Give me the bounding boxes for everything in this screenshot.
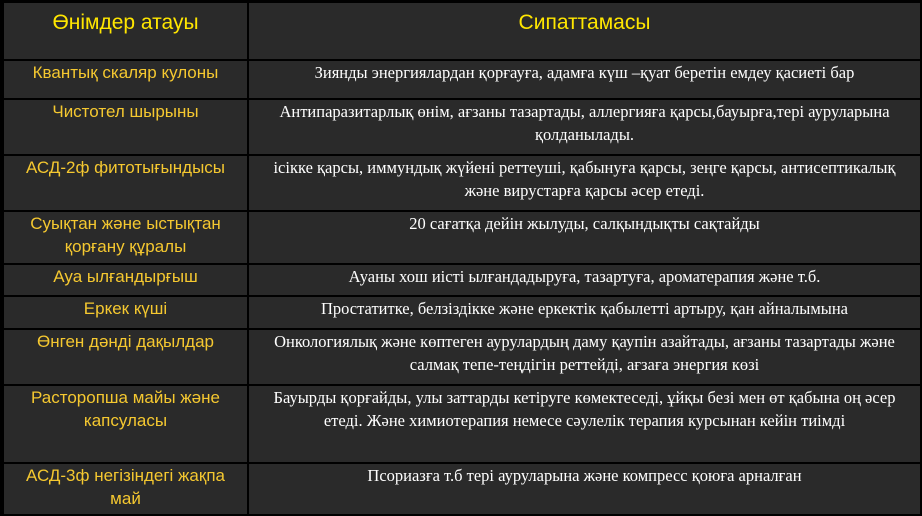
product-name-cell: Суықтан және ыстықтан қорғану құралы bbox=[3, 211, 248, 264]
product-name-cell: Квантық скаляр кулоны bbox=[3, 60, 248, 99]
product-description-cell: 20 сағатқа дейін жылуды, салқындықты сақтайды bbox=[248, 211, 921, 264]
product-name-cell: АСД-2ф фитотығындысы bbox=[3, 155, 248, 211]
header-description: Сипаттамасы bbox=[248, 2, 921, 60]
product-description-cell: Бауырды қорғайды, улы заттарды кетіруге көмектеседі, ұйқы безі мен өт қабына оң әсер етеді. Және химиотерапия немесе сәулелік терапия курсынан кейін тиімді bbox=[248, 385, 921, 463]
product-description-cell: Онкологиялық және көптеген аурулардың даму қаупін азайтады, ағзаны тазартады және салмақ тепе-теңдігін реттейді, ағзаға энергия көзі bbox=[248, 329, 921, 385]
table-row bbox=[3, 99, 921, 155]
product-name-cell: Расторопша майы және капсуласы bbox=[3, 385, 248, 463]
table-row bbox=[3, 264, 921, 296]
product-description-cell: Простатитке, белзіздікке және еркектік қабылетті артыру, қан айналымына bbox=[248, 296, 921, 329]
table-row bbox=[3, 296, 921, 329]
product-description-cell: Ауаны хош иісті ылғандадыруға, тазартуға, ароматерапия және т.б. bbox=[248, 264, 921, 296]
table-row bbox=[3, 385, 921, 463]
table-row bbox=[3, 211, 921, 264]
header-product-name: Өнімдер атауы bbox=[3, 2, 248, 60]
table-row bbox=[3, 60, 921, 99]
table-row bbox=[3, 329, 921, 385]
product-name-cell: Өнген дәнді дақылдар bbox=[3, 329, 248, 385]
product-table bbox=[2, 1, 922, 516]
product-description-cell: Псориазға т.б тері ауруларына және компресс қоюға арналған bbox=[248, 463, 921, 515]
product-name-cell: АСД-3ф негізіндегі жақпа май bbox=[3, 463, 248, 515]
table-row bbox=[3, 463, 921, 515]
table-row bbox=[3, 155, 921, 211]
product-name-cell: Ауа ылғандырғыш bbox=[3, 264, 248, 296]
product-name-cell: Еркек күші bbox=[3, 296, 248, 329]
table-header-row bbox=[3, 2, 921, 60]
product-name-cell: Чистотел шырыны bbox=[3, 99, 248, 155]
product-description-cell: Зиянды энергиялардан қорғауға, адамға күш –қуат беретін емдеу қасиеті бар bbox=[248, 60, 921, 99]
product-description-cell: Антипаразитарлық өнім, ағзаны тазартады, аллергияға қарсы,бауырға,тері ауруларына қолданылады. bbox=[248, 99, 921, 155]
product-description-cell: ісікке қарсы, иммундық жүйені реттеуші, қабынуға қарсы, зеңге қарсы, антисептикалық және вирустарға қарсы әсер етеді. bbox=[248, 155, 921, 211]
